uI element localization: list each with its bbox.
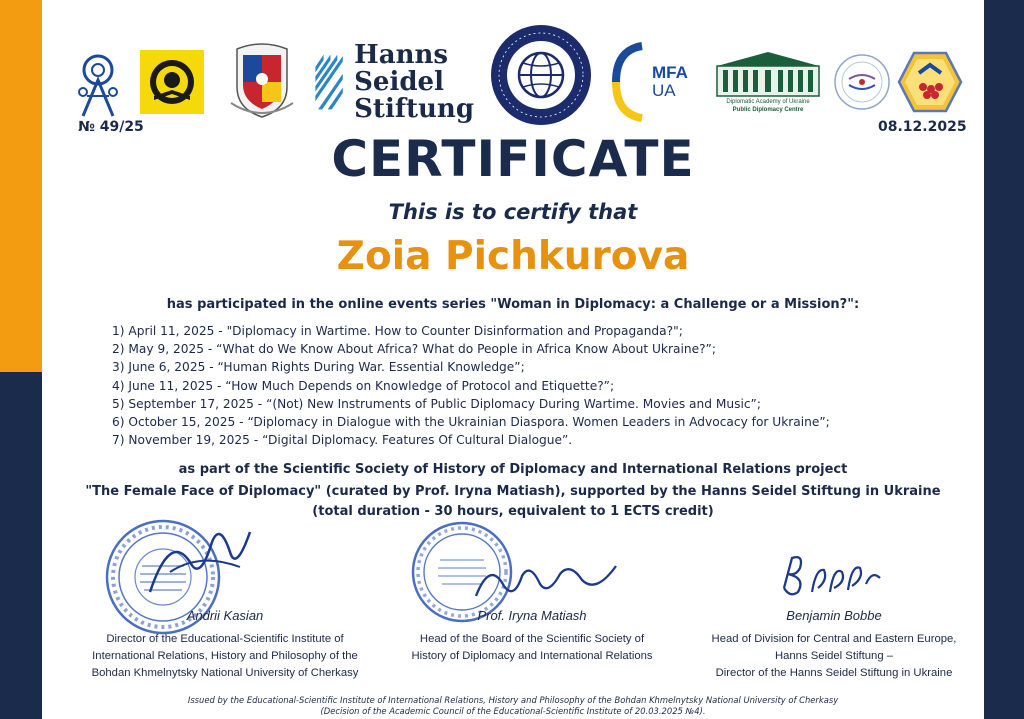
diplomatic-academy-caption-1: Diplomatic Academy of Ukraine	[726, 99, 810, 105]
left-navy-bar	[0, 372, 42, 719]
signatory-role-line: Director of the Educational-Scientific Institute of	[106, 633, 344, 645]
event-number: 5)	[112, 396, 125, 411]
hss-line-3: Stiftung	[354, 93, 474, 124]
event-title: “How Much Depends on Knowledge of Protocol and Etiquette?”;	[225, 378, 615, 393]
diplomatic-academy-caption-2: Public Diplomacy Centre	[732, 107, 804, 113]
event-item: 6) October 15, 2025 - “Diplomacy in Dialogue with the Ukrainian Diaspora. Women Leaders in Advocacy for Ukraine”;	[112, 415, 830, 430]
event-number: 6)	[112, 415, 125, 430]
shield-logo	[896, 40, 964, 124]
signatory-name: Andrii Kasian	[186, 608, 264, 623]
event-item: 3) June 6, 2025 - “Human Rights During War. Essential Knowledge”;	[112, 360, 525, 375]
signatory-role-line: Hanns Seidel Stiftung –	[774, 650, 894, 662]
project-line-3: (total duration - 30 hours, equivalent to 1 ECTS credit)	[312, 504, 714, 519]
certificate-date: 08.12.2025	[878, 119, 967, 135]
signatory-role-line: Bohdan Khmelnytsky National University of Cherkasy	[91, 667, 359, 679]
hss-line-1: Hanns	[354, 39, 449, 70]
signatory-name: Prof. Iryna Matiash	[477, 608, 587, 623]
scientific-society-monogram-logo	[74, 40, 122, 124]
signatory-bobbe	[686, 608, 982, 682]
event-item: 5) September 17, 2025 - “(Not) New Instruments of Public Diplomacy During Wartime. Movies and Music”;	[112, 396, 761, 411]
project-line-2: "The Female Face of Diplomacy" (curated by Prof. Iryna Matiash), supported by the Hanns Seidel Stiftung in Ukraine	[85, 484, 941, 499]
scientific-society-round-seal-logo	[488, 20, 594, 130]
hss-line-2: Seidel	[354, 66, 444, 97]
event-item: 1) April 11, 2025 - "Diplomacy in Wartime. How to Counter Disinformation and Propaganda?";	[112, 324, 683, 338]
event-title: "Diplomacy in Wartime. How to Counter Disinformation and Propaganda?";	[226, 324, 683, 338]
event-title: “(Not) New Instruments of Public Diplomacy During Wartime. Movies and Music”;	[266, 396, 761, 411]
event-date: May 9, 2025	[128, 342, 204, 357]
event-item: 7) November 19, 2025 - “Digital Diplomacy. Features Of Cultural Dialogue”.	[112, 433, 573, 448]
certificate-number: № 49/25	[78, 119, 144, 135]
event-date: April 11, 2025	[128, 324, 215, 338]
event-number: 1)	[112, 324, 125, 338]
event-date: October 15, 2025	[128, 415, 236, 430]
bobbe-signature-icon	[778, 548, 888, 600]
signatory-role-line: Director of the Hanns Seidel Stiftung in Ukraine	[715, 667, 953, 679]
event-date: June 6, 2025	[128, 360, 206, 375]
matiash-signature-icon	[470, 540, 620, 610]
signatory-name: Benjamin Bobbe	[786, 608, 882, 623]
hanns-seidel-stiftung-logo	[314, 40, 474, 124]
kasian-signature-icon	[140, 512, 260, 612]
event-date: September 17, 2025	[128, 396, 254, 411]
mfa-text-bottom: UA	[652, 81, 676, 100]
event-number: 3)	[112, 360, 125, 375]
diplomatic-academy-logo	[710, 40, 826, 124]
certify-subtitle: This is to certify that	[388, 200, 638, 224]
participation-intro: has participated in the online events series "Woman in Diplomacy: a Challenge or a Mission?":	[166, 297, 860, 312]
event-title: “Digital Diplomacy. Features Of Cultural Dialogue”.	[262, 433, 573, 448]
decision-footer: (Decision of the Academic Council of the Educational-Scientific Institute of 20.03.2025 №4).	[320, 706, 706, 716]
signatory-kasian	[72, 608, 378, 682]
signatory-role-line: Head of Division for Central and Eastern Europe,	[711, 633, 957, 645]
signatory-role-line: International Relations, History and Philosophy of the	[92, 650, 358, 662]
cherkasy-university-logo	[140, 40, 204, 124]
left-orange-bar	[0, 0, 42, 372]
event-item: 4) June 11, 2025 - “How Much Depends on Knowledge of Protocol and Etiquette?”;	[112, 378, 615, 393]
event-title: “Diplomacy in Dialogue with the Ukrainian Diaspora. Women Leaders in Advocacy for Ukraine”;	[247, 415, 830, 430]
right-navy-bar	[984, 0, 1024, 719]
event-item: 2) May 9, 2025 - “What do We Know About Africa? What do People in Africa Know About Ukraine?”;	[112, 342, 716, 357]
signatory-matiash	[384, 608, 680, 665]
institute-coat-of-arms-logo	[226, 40, 298, 124]
recipient-name: Zoia Pichkurova	[336, 234, 690, 279]
project-line-1: as part of the Scientific Society of History of Diplomacy and International Relations project	[178, 462, 848, 477]
event-title: “What do We Know About Africa? What do People in Africa Know About Ukraine?”;	[216, 342, 716, 357]
event-number: 7)	[112, 433, 125, 448]
events-list	[112, 322, 972, 449]
event-title: “Human Rights During War. Essential Knowledge”;	[217, 360, 525, 375]
round-seal-logo	[832, 40, 892, 124]
issuer-footer: Issued by the Educational-Scientific Institute of International Relations, History and Philosophy of the Bohdan Khmelnytsky National University of Cherkasy	[187, 695, 839, 705]
event-number: 4)	[112, 378, 125, 393]
event-date: November 19, 2025	[128, 433, 250, 448]
signatory-role-line: Head of the Board of the Scientific Society of	[419, 633, 645, 645]
event-date: June 11, 2025	[128, 378, 214, 393]
mfa-ua-logo	[612, 40, 708, 124]
signatory-role-line: History of Diplomacy and International Relations	[411, 650, 653, 662]
event-number: 2)	[112, 342, 125, 357]
mfa-text-top: MFA	[652, 63, 688, 82]
certificate-title: CERTIFICATE	[331, 130, 695, 188]
